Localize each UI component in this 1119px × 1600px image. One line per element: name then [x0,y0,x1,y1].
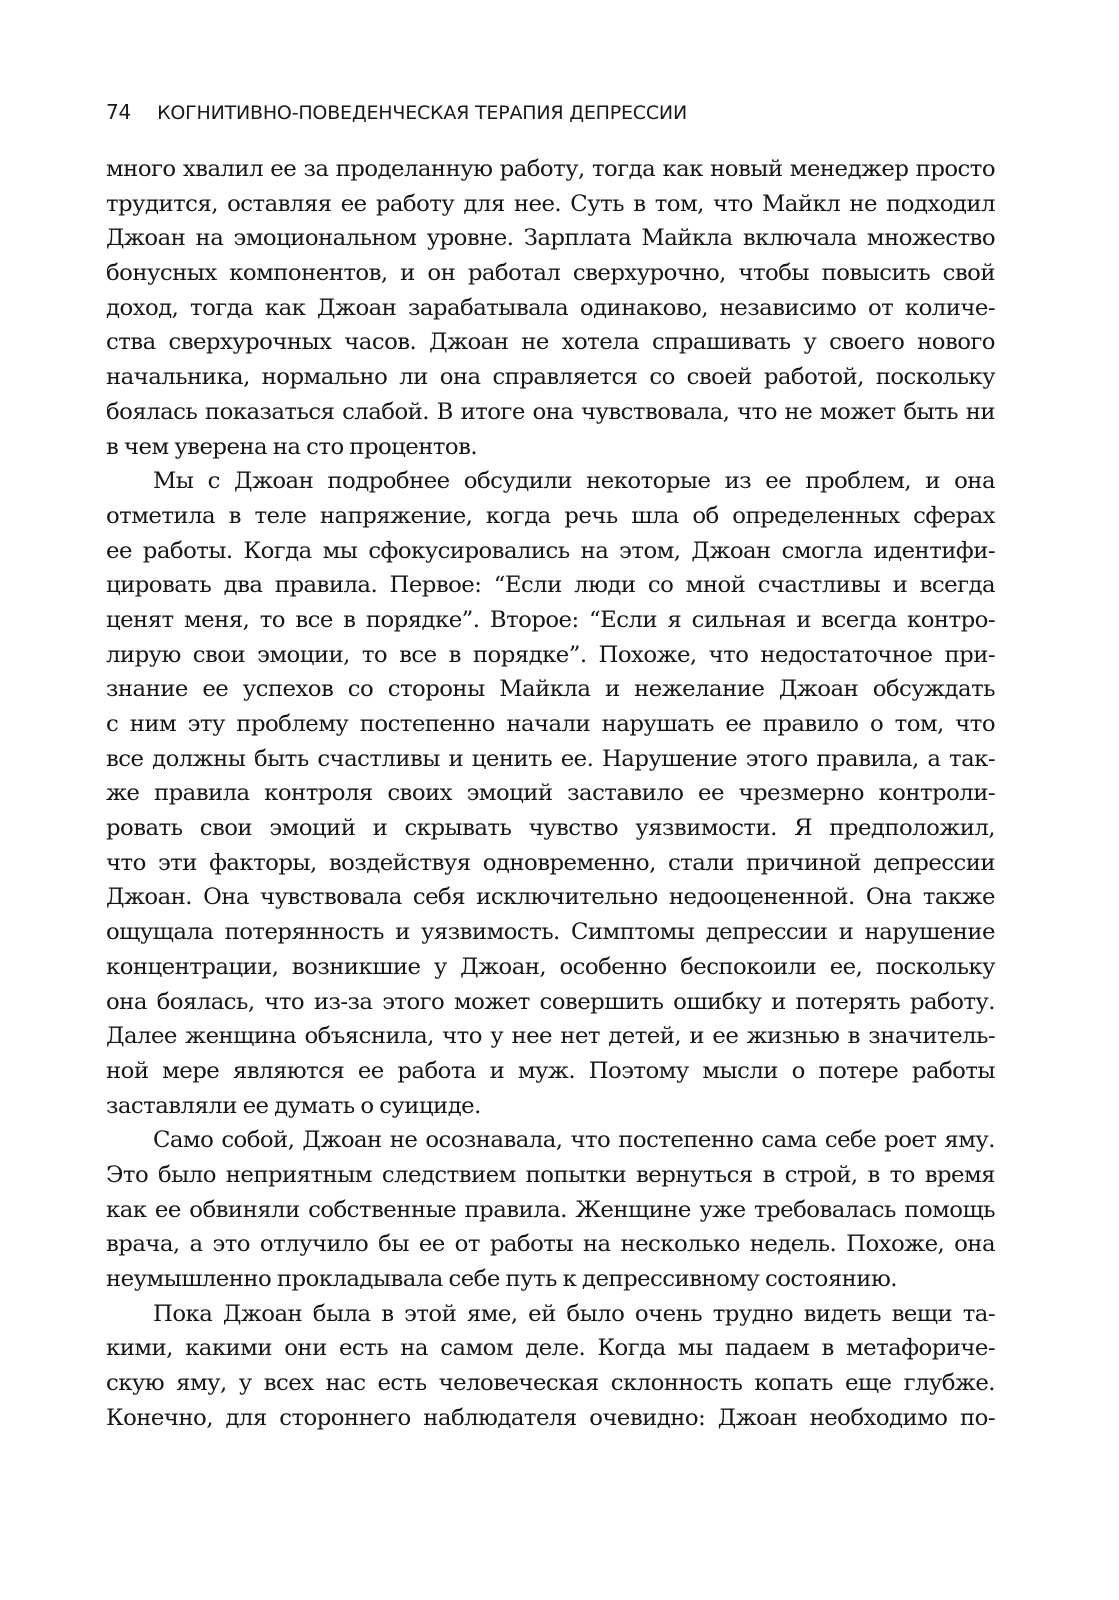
text-line: она боялась, что из-за этого может совершить ошибку и потерять работу. [106,988,995,1015]
text-line: все должны быть счастливы и ценить ее. Нарушение этого правила, а так- [106,745,995,772]
text-line: Далее женщина объяснила, что у нее нет детей, и ее жизнью в значитель- [106,1023,995,1050]
text-line: неумышленно прокладывала себе путь к депрессивному состоянию. [106,1266,897,1292]
running-title: КОГНИТИВНО-ПОВЕДЕНЧЕСКАЯ ТЕРАПИЯ ДЕПРЕССИИ [157,102,687,124]
text-line: знание ее успехов со стороны Майкла и нежелание Джоан обсуждать [106,676,995,703]
text-line: лирую свои эмоции, то все в порядке”. Похоже, что недостаточное при- [106,641,995,668]
text-line: цировать два правила. Первое: “Если люди со мной счастливы и всегда [106,572,995,599]
text-line: заставляли ее думать о суициде. [106,1092,481,1119]
text-line: как ее обвиняли собственные правила. Женщине уже требовалась помощь [106,1196,995,1223]
text-line: же правила контроля своих эмоций заставило ее чрезмерно контроли- [106,780,995,807]
text-line: ровать свои эмоций и скрывать чувство уязвимости. Я предположил, [106,815,995,842]
text-line: ной мере являются ее работа и муж. Поэтому мысли о потере работы [106,1057,995,1084]
text-line: трудится, оставляя ее работу для нее. Суть в том, что Майкл не подходил [106,190,995,217]
text-line: кими, какими они есть на самом деле. Когда мы падаем в метафориче- [106,1335,995,1362]
text-line: ощущала потерянность и уязвимость. Симптомы депрессии и нарушение [106,919,995,946]
text-line: Это было неприятным следствием попытки вернуться в строй, в то время [106,1161,995,1188]
text-line: боялась показаться слабой. В итоге она чувствовала, что не может быть ни [106,398,995,425]
text-line: отметила в теле напряжение, когда речь шла об определенных сферах [106,502,995,529]
text-line: бонусных компонентов, и он работал сверхурочно, чтобы повысить свой [106,260,995,287]
text-line: начальника, нормально ли она справляется со своей работой, поскольку [106,364,995,391]
text-line: врача, а это отлучило бы ее от работы на несколько недель. Похоже, она [106,1231,995,1258]
text-line: скую яму, у всех нас есть человеческая склонность копать еще глубже. [106,1370,995,1397]
running-header [106,98,996,127]
text-line: что эти факторы, воздействуя одновременно, стали причиной депрессии [106,849,995,876]
text-line: много хвалил ее за проделанную работу, тогда как новый менеджер просто [106,156,995,182]
paragraph-first-line: Пока Джоан была в этой яме, ей было очень трудно видеть вещи та- [153,1300,995,1327]
text-line: Конечно, для стороннего наблюдателя очевидно: Джоан необходимо по- [106,1404,995,1431]
text-line: Джоан. Она чувствовала себя исключительно недооцененной. Она также [106,884,995,911]
paragraph-first-line: Само собой, Джоан не осознавала, что постепенно сама себе роет яму. [153,1127,995,1154]
text-line: концентрации, возникшие у Джоан, особенно беспокоили ее, поскольку [106,953,995,980]
paragraph-first-line: Мы с Джоан подробнее обсудили некоторые из ее проблем, и она [153,468,995,495]
page-number: 74 [106,100,132,124]
text-line: ее работы. Когда мы сфокусировались на этом, Джоан смогла идентифи- [106,537,995,564]
text-line: в чем уверена на сто процентов. [106,433,478,460]
text-line: ства сверхурочных часов. Джоан не хотела спрашивать у своего нового [106,329,995,356]
text-line: с ним эту проблему постепенно начали нарушать ее правило о том, что [106,711,995,737]
text-line: Джоан на эмоциональном уровне. Зарплата Майкла включала множество [106,225,995,252]
body-text [106,152,995,1435]
text-line: ценят меня, то все в порядке”. Второе: “Если я сильная и всегда контро- [106,606,995,633]
text-line: доход, тогда как Джоан зарабатывала одинаково, независимо от количе- [106,294,995,321]
